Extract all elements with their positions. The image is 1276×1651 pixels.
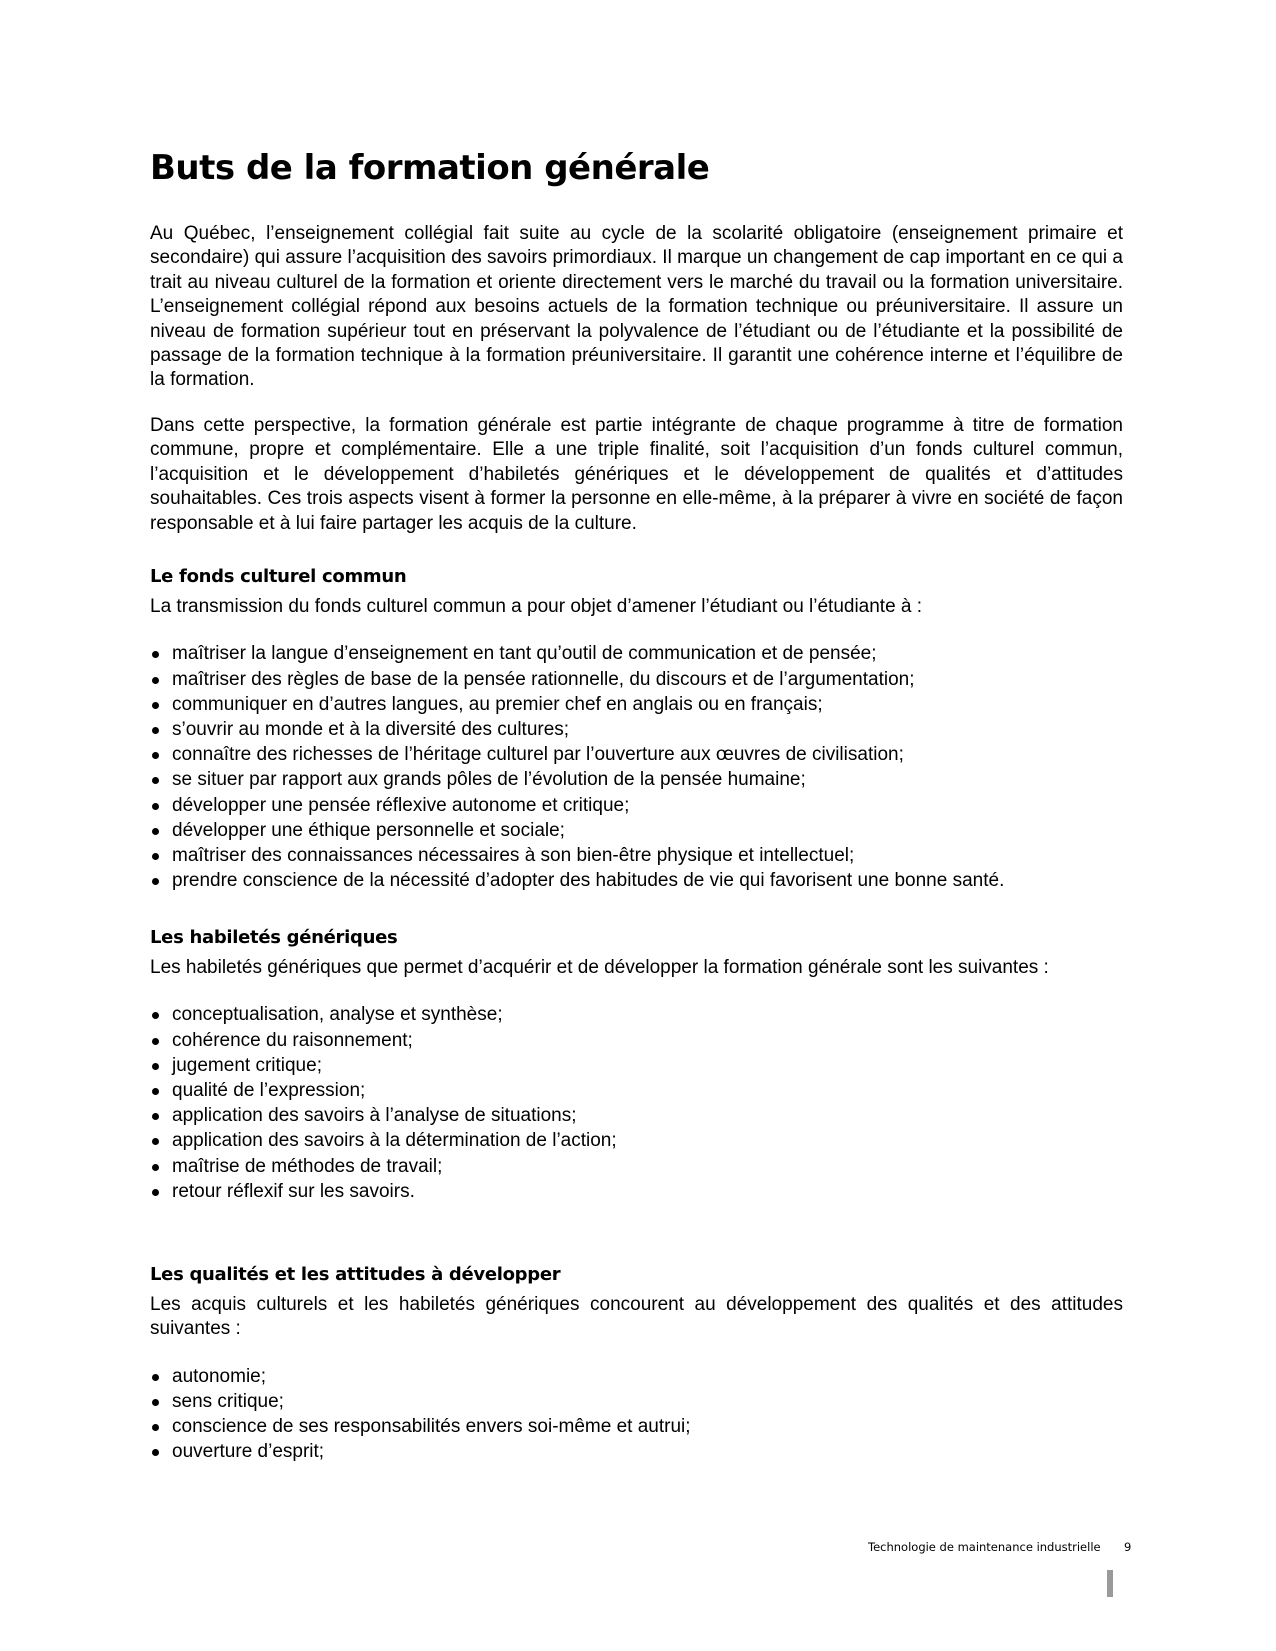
list-item: qualité de l’expression;	[150, 1078, 1123, 1103]
list-item: retour réflexif sur les savoirs.	[150, 1179, 1123, 1204]
page-title: Buts de la formation générale	[150, 148, 710, 188]
section-heading: Le fonds culturel commun	[150, 566, 407, 587]
list-item: maîtriser des règles de base de la pensée rationnelle, du discours et de l’argumentation;	[150, 667, 1123, 692]
list-item: application des savoirs à l’analyse de situations;	[150, 1103, 1123, 1128]
list-item: sens critique;	[150, 1389, 1123, 1414]
list-item: cohérence du raisonnement;	[150, 1028, 1123, 1053]
list-item: maîtrise de méthodes de travail;	[150, 1154, 1123, 1179]
list-item: se situer par rapport aux grands pôles de l’évolution de la pensée humaine;	[150, 767, 1123, 792]
section-habiletes-generiques	[150, 926, 1123, 1204]
section-fonds-culturel	[150, 565, 1123, 893]
section-heading: Les habiletés génériques	[150, 927, 398, 948]
section-qualites-attitudes	[150, 1263, 1123, 1465]
bullet-list	[150, 1364, 1123, 1465]
list-item: autonomie;	[150, 1364, 1123, 1389]
list-item: développer une éthique personnelle et sociale;	[150, 818, 1123, 843]
list-item: connaître des richesses de l’héritage culturel par l’ouverture aux œuvres de civilisation;	[150, 742, 1123, 767]
intro-paragraph-1: Au Québec, l’enseignement collégial fait suite au cycle de la scolarité obligatoire (enseignement primaire et secondaire) qui assure l’acquisition des savoirs primordiaux. Il marque un changement de cap important en ce qui a trait au niveau culturel de la formation et oriente directement vers le marché du travail ou la formation universitaire. L’enseignement collégial répond aux besoins actuels de la formation technique ou préuniversitaire. Il assure un niveau de formation supérieur tout en préservant la polyvalence de l’étudiant ou de l’étudiante et la possibilité de passage de la formation technique à la formation préuniversitaire. Il garantit une cohérence interne et l’équilibre de la formation.	[150, 223, 1123, 391]
list-item: maîtriser des connaissances nécessaires à son bien-être physique et intellectuel;	[150, 843, 1123, 868]
list-item: conscience de ses responsabilités envers soi-même et autrui;	[150, 1414, 1123, 1439]
bullet-list	[150, 641, 1123, 893]
list-item: développer une pensée réflexive autonome et critique;	[150, 793, 1123, 818]
list-item: conceptualisation, analyse et synthèse;	[150, 1002, 1123, 1027]
list-item: prendre conscience de la nécessité d’adopter des habitudes de vie qui favorisent une bonne santé.	[150, 868, 1123, 893]
section-intro: Les habiletés génériques que permet d’acquérir et de développer la formation générale sont les suivantes :	[150, 957, 1049, 978]
list-item: ouverture d’esprit;	[150, 1439, 1123, 1464]
list-item: communiquer en d’autres langues, au premier chef en anglais ou en français;	[150, 692, 1123, 717]
footer-marker-bar	[1107, 1570, 1113, 1597]
section-heading: Les qualités et les attitudes à développer	[150, 1264, 561, 1285]
bullet-list	[150, 1002, 1123, 1204]
list-item: application des savoirs à la détermination de l’action;	[150, 1128, 1123, 1153]
section-intro: Les acquis culturels et les habiletés génériques concourent au développement des qualités et des attitudes suivantes :	[150, 1294, 1123, 1340]
list-item: jugement critique;	[150, 1053, 1123, 1078]
list-item: maîtriser la langue d’enseignement en tant qu’outil de communication et de pensée;	[150, 641, 1123, 666]
intro-paragraph-2: Dans cette perspective, la formation générale est partie intégrante de chaque programme à titre de formation commune, propre et complémentaire. Elle a une triple finalité, soit l’acquisition d’un fonds culturel commun, l’acquisition et le développement d’habiletés génériques et le développement de qualités et d’attitudes souhaitables. Ces trois aspects visent à former la personne en elle-même, à la préparer à vivre en société de façon responsable et à lui faire partager les acquis de la culture.	[150, 415, 1123, 534]
page-footer	[868, 1540, 1132, 1554]
page-number: 9	[1124, 1540, 1132, 1554]
list-item: s’ouvrir au monde et à la diversité des cultures;	[150, 717, 1123, 742]
footer-document-title: Technologie de maintenance industrielle	[868, 1540, 1101, 1554]
section-intro: La transmission du fonds culturel commun a pour objet d’amener l’étudiant ou l’étudiante à :	[150, 596, 923, 617]
